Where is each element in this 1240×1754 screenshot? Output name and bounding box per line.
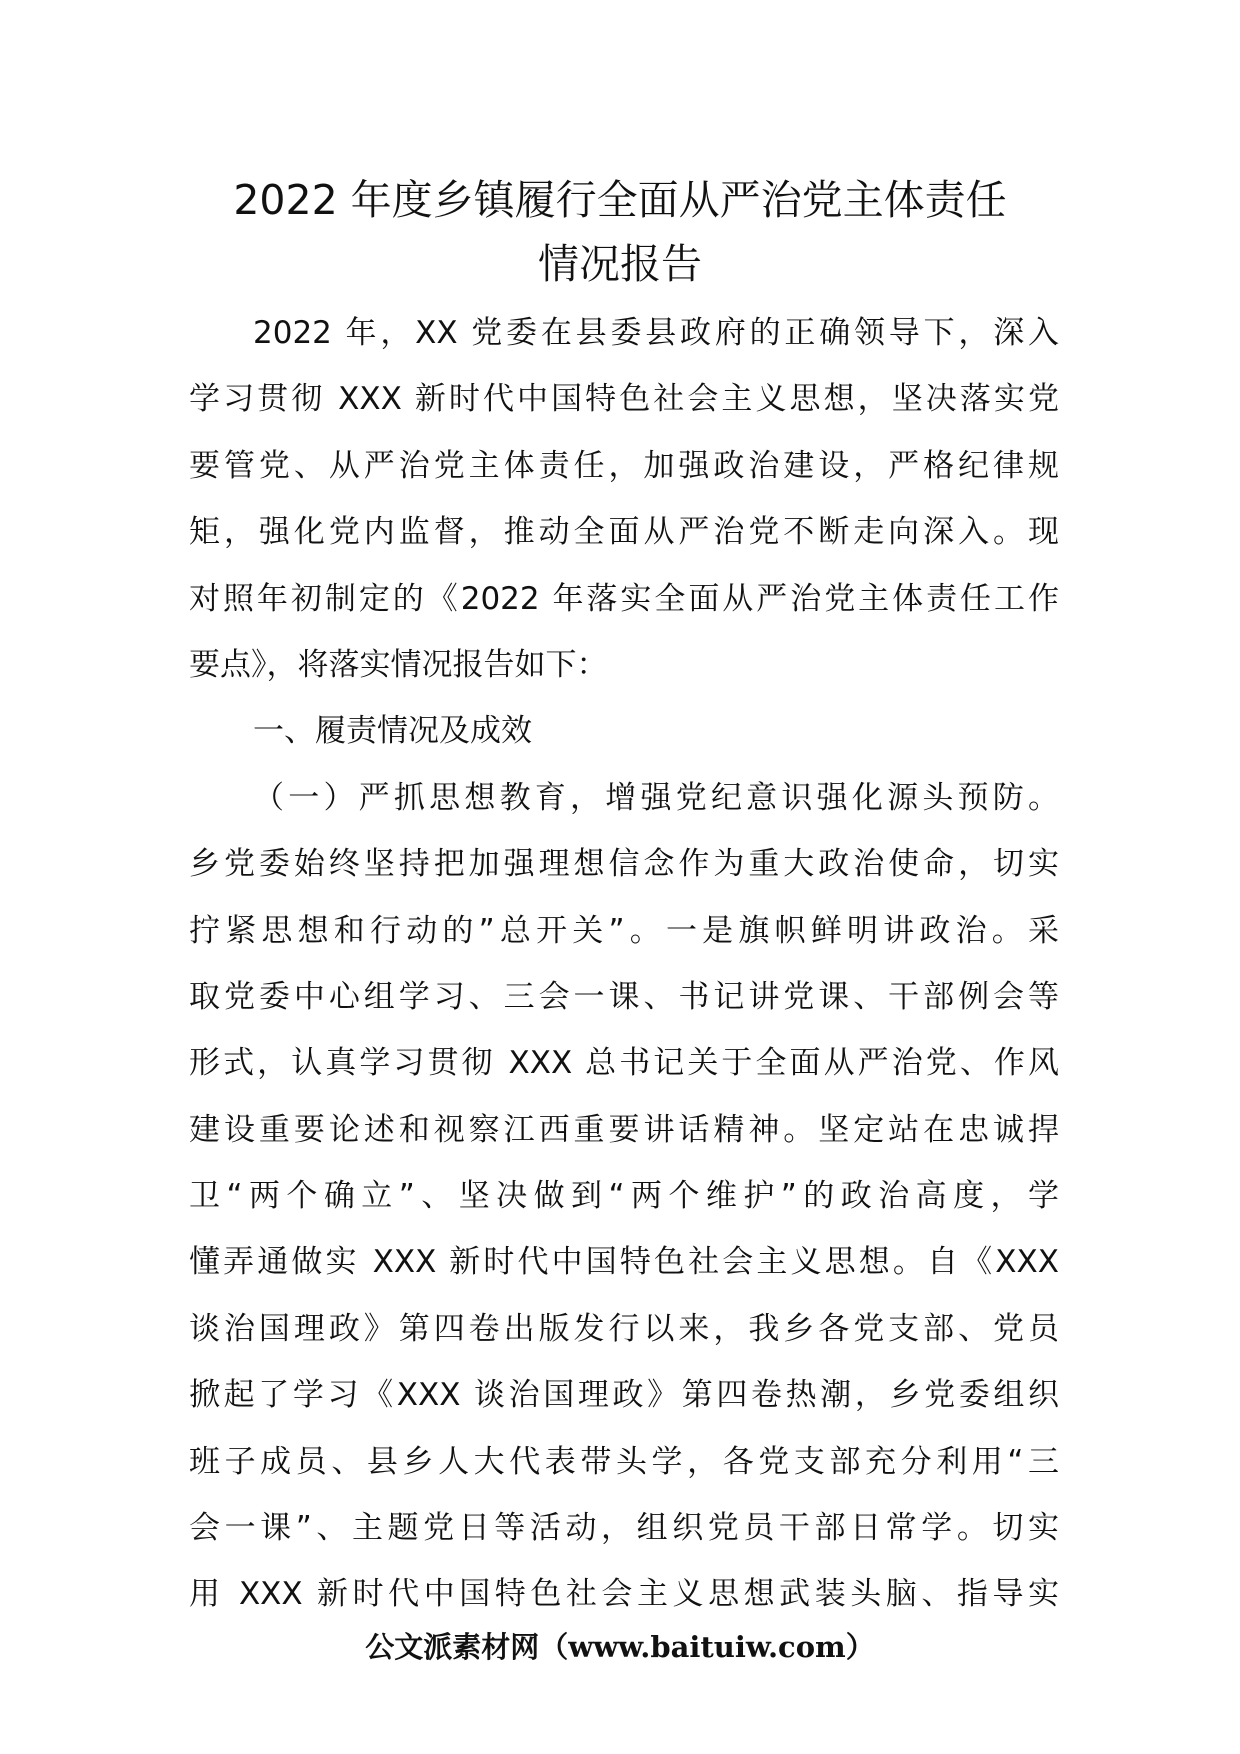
body-line: 用 XXX 新时代中国特色社会主义思想武装头脑、指导实	[189, 1576, 1059, 1613]
body-line: 谈治国理政》第四卷出版发行以来，我乡各党支部、党员	[189, 1310, 1059, 1347]
body-line: 要管党、从严治党主体责任，加强政治建设，严格纪律规	[189, 447, 1059, 484]
document-body	[189, 300, 1059, 1628]
title-line-2: 情况报告	[538, 240, 702, 288]
footer-source: 公文派素材网（www.baituiw.com）	[365, 1630, 875, 1664]
body-line: 学习贯彻 XXX 新时代中国特色社会主义思想，坚决落实党	[189, 381, 1059, 418]
body-line: 建设重要论述和视察江西重要讲话精神。坚定站在忠诚捍	[189, 1111, 1059, 1148]
document-title	[150, 168, 1090, 296]
body-line: 懂弄通做实 XXX 新时代中国特色社会主义思想。自《XXX	[189, 1244, 1059, 1281]
subsection-heading: （一）严抓思想教育，增强党纪意识强化源头预防。	[253, 779, 1059, 816]
body-line: 形式，认真学习贯彻 XXX 总书记关于全面从严治党、作风	[189, 1045, 1059, 1082]
body-line: 拧紧思想和行动的”总开关”。一是旗帜鲜明讲政治。采	[189, 912, 1059, 949]
body-line: 班子成员、县乡人大代表带头学，各党支部充分利用“三	[189, 1443, 1059, 1480]
body-line: 矩，强化党内监督，推动全面从严治党不断走向深入。现	[189, 514, 1059, 551]
title-line-1: 2022 年度乡镇履行全面从严治党主体责任	[233, 176, 1007, 224]
body-line: 对照年初制定的《2022 年落实全面从严治党主体责任工作	[189, 580, 1059, 617]
body-line: 卫“两个确立”、坚决做到“两个维护”的政治高度，学	[189, 1178, 1059, 1215]
body-line: 掀起了学习《XXX 谈治国理政》第四卷热潮，乡党委组织	[189, 1377, 1059, 1414]
body-line: 会一课”、主题党日等活动，组织党员干部日常学。切实	[189, 1510, 1059, 1547]
body-line: 取党委中心组学习、三会一课、书记讲党课、干部例会等	[189, 978, 1059, 1015]
section-heading: 一、履责情况及成效	[253, 713, 532, 750]
body-line: 2022 年，XX 党委在县委县政府的正确领导下，深入	[253, 315, 1059, 351]
body-line: 要点》，将落实情况报告如下：	[189, 646, 608, 683]
body-line: 乡党委始终坚持把加强理想信念作为重大政治使命，切实	[189, 846, 1059, 883]
